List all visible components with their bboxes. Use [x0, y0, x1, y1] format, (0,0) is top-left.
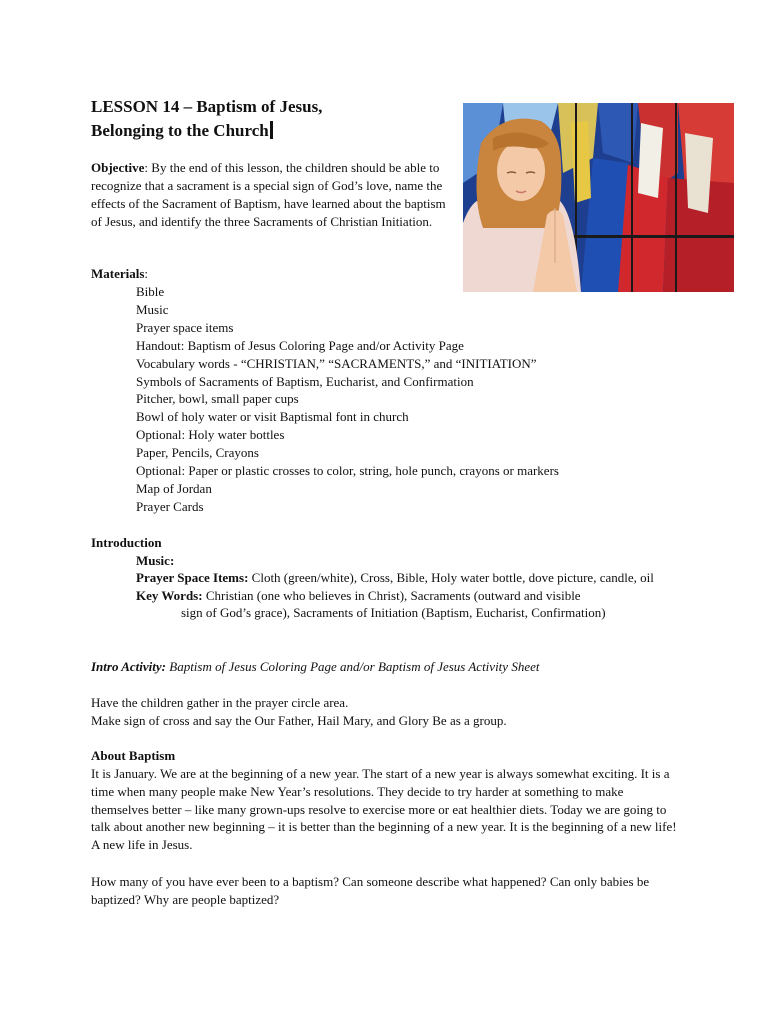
list-item: Bible [136, 284, 165, 299]
prayer-space-label: Prayer Space Items: [136, 570, 249, 586]
objective-text: : By the end of this lesson, the children should be able to recognize that a sacrament is a special sign of God’s love, name the effects of the Sacrament of Baptism, have learned about the baptism of Jesus, and identify the three Sacraments of Christian Initiation. [91, 160, 446, 229]
list-item: Music [136, 301, 169, 317]
prayer-space-text: Cloth (green/white), Cross, Bible, Holy water bottle, dove picture, candle, oil [248, 570, 654, 586]
materials-list [136, 283, 559, 516]
prayer-space-row [91, 569, 691, 587]
objective-label: Objective [91, 160, 145, 175]
list-item: Handout: Baptism of Jesus Coloring Page and/or Activity Page [136, 337, 464, 353]
introduction-heading: Introduction [91, 535, 162, 550]
list-item: Prayer Cards [136, 498, 204, 514]
about-baptism-heading: About Baptism [91, 748, 176, 763]
key-words-row [91, 587, 691, 605]
list-item: Optional: Holy water bottles [136, 427, 285, 443]
materials-heading [91, 265, 148, 283]
gather-line-1: Have the children gather in the prayer circle area. [91, 695, 349, 710]
music-label: Music: [136, 552, 175, 568]
objective-paragraph [91, 159, 453, 231]
introduction-section [91, 534, 691, 622]
list-item: Prayer space items [136, 319, 234, 335]
praying-girl-photo [463, 103, 734, 292]
intro-activity-label: Intro Activity: [91, 659, 166, 674]
list-item: Symbols of Sacraments of Baptism, Eucharist, and Confirmation [136, 373, 474, 389]
title-line-2: Belonging to the Church [91, 121, 269, 140]
gather-line-2: Make sign of cross and say the Our Father, Hail Mary, and Glory Be as a group. [91, 713, 507, 728]
list-item: Bowl of holy water or visit Baptismal font in church [136, 409, 409, 425]
text-cursor [270, 121, 273, 139]
key-words-text: Christian (one who believes in Christ), Sacraments (outward and visible [202, 587, 581, 603]
key-words-continued: sign of God’s grace), Sacraments of Initiation (Baptism, Eucharist, Confirmation) [181, 605, 606, 621]
list-item: Vocabulary words - “CHRISTIAN,” “SACRAMENTS,” and “INITIATION” [136, 355, 537, 371]
list-item: Pitcher, bowl, small paper cups [136, 391, 299, 407]
materials-colon: : [144, 266, 149, 281]
intro-activity [91, 658, 691, 676]
gather-instructions [91, 694, 691, 730]
discussion-questions: How many of you have ever been to a baptism? Can someone describe what happened? Can only babies be baptized? Why are people baptized? [91, 874, 650, 907]
music-row [91, 552, 691, 570]
materials-label: Materials [91, 266, 145, 281]
list-item: Map of Jordan [136, 480, 212, 496]
list-item: Optional: Paper or plastic crosses to color, string, hole punch, crayons or markers [136, 463, 559, 479]
list-item: Paper, Pencils, Crayons [136, 445, 259, 461]
about-baptism-body: It is January. We are at the beginning of a new year. The start of a new year is always somewhat exciting. It is a time when many people make New Year’s resolutions. They decide to try harder at something to make themselves better – like many grown-ups resolve to exercise more or eat healthier diets. Today we are going to talk about another new beginning – it is better than the beginning of a new year. It is the beginning of a new life! A new life in Jesus. [91, 766, 677, 853]
lesson-title [91, 95, 451, 143]
key-words-label: Key Words: [136, 587, 203, 603]
intro-activity-text: Baptism of Jesus Coloring Page and/or Baptism of Jesus Activity Sheet [166, 659, 540, 674]
title-line-1: LESSON 14 – Baptism of Jesus, [91, 97, 323, 116]
